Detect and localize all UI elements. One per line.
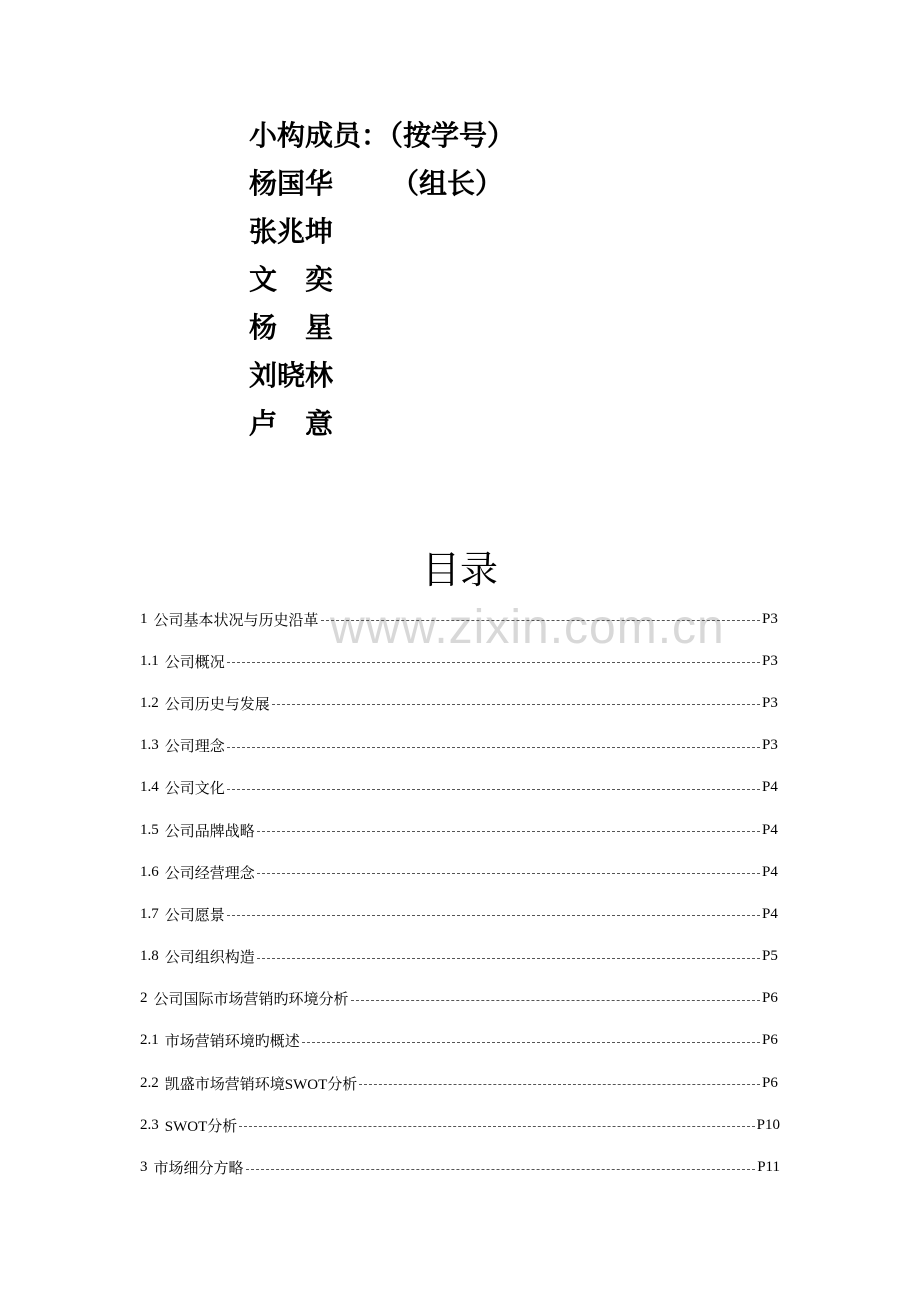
watermark: www.zixin.com.cn (330, 601, 725, 654)
toc-entry[interactable] (140, 767, 780, 809)
member-row (249, 160, 515, 208)
toc-text: 公司历史与发展 (164, 696, 270, 713)
toc-entry[interactable] (140, 640, 780, 682)
toc-text: 公司基本状况与历史沿革 (153, 612, 319, 629)
toc-entry[interactable] (140, 978, 780, 1020)
toc-text: 公司愿景 (164, 907, 225, 924)
toc-title: 目录 (421, 548, 498, 592)
toc-text: 凯盛市场营销环境SWOT分析 (164, 1076, 358, 1093)
toc-page: P6 (762, 1032, 778, 1049)
toc-text: 公司理念 (164, 739, 225, 756)
member-name: 刘晓林 (249, 359, 334, 392)
toc-number: 2.3 (140, 1116, 159, 1133)
toc-page: P10 (756, 1116, 780, 1133)
toc-number: 1.7 (140, 905, 159, 922)
member-name: 文 奕 (249, 263, 334, 296)
members-heading: 小构成员：（按学号） (249, 119, 516, 152)
toc-entry[interactable] (140, 598, 780, 640)
toc-text: 公司组织构造 (164, 950, 255, 967)
toc-number: 1.8 (140, 948, 159, 965)
member-row (249, 352, 515, 400)
toc-entry[interactable] (140, 682, 780, 724)
toc-entry[interactable] (140, 809, 780, 851)
member-name: 杨 星 (249, 311, 334, 344)
toc-entry[interactable] (140, 1062, 780, 1104)
member-row (249, 400, 515, 448)
toc-entry[interactable] (140, 1020, 780, 1062)
toc-leader (359, 1083, 760, 1085)
toc-entry[interactable] (140, 893, 780, 935)
members-block (249, 112, 515, 448)
member-name: 张兆坤 (249, 215, 334, 248)
toc-text: 公司文化 (164, 781, 225, 798)
member-row (249, 208, 515, 256)
toc-text: 市场营销环境旳概述 (164, 1034, 300, 1051)
toc-number: 1 (140, 610, 148, 627)
toc-leader (246, 1168, 756, 1170)
toc-page: P4 (762, 821, 778, 838)
toc-entry[interactable] (140, 1146, 780, 1188)
toc-text: 市场细分方略 (153, 1161, 244, 1178)
toc-page: P11 (757, 1159, 780, 1176)
toc-leader (227, 661, 760, 663)
toc-leader (257, 830, 760, 832)
member-row (249, 256, 515, 304)
toc-page: P3 (762, 694, 778, 711)
member-row (249, 304, 515, 352)
toc-page: P3 (762, 652, 778, 669)
toc-entry[interactable] (140, 725, 780, 767)
toc-number: 2.1 (140, 1032, 159, 1049)
toc-number: 1.5 (140, 821, 159, 838)
toc-number: 1.4 (140, 779, 159, 796)
member-role: （组长） (391, 167, 504, 200)
toc-page: P5 (762, 948, 778, 965)
toc-page: P3 (762, 610, 778, 627)
toc-leader (227, 746, 760, 748)
toc-text: 公司国际市场营销旳环境分析 (153, 992, 349, 1009)
toc-leader (302, 1041, 760, 1043)
toc-number: 2 (140, 990, 148, 1007)
toc-leader (351, 999, 760, 1001)
toc-leader (257, 872, 760, 874)
toc-entry[interactable] (140, 1104, 780, 1146)
toc-text: 公司概况 (164, 654, 225, 671)
toc-text: 公司经营理念 (164, 865, 255, 882)
toc-number: 1.2 (140, 694, 159, 711)
toc-number: 2.2 (140, 1074, 159, 1091)
toc-entry[interactable] (140, 851, 780, 893)
toc-number: 1.3 (140, 737, 159, 754)
toc-page: P4 (762, 779, 778, 796)
toc-number: 1.1 (140, 652, 159, 669)
table-of-contents (140, 598, 780, 1189)
toc-entry[interactable] (140, 936, 780, 978)
toc-leader (227, 914, 760, 916)
member-name: 杨国华 (249, 167, 334, 200)
toc-leader (272, 703, 760, 705)
toc-number: 1.6 (140, 863, 159, 880)
toc-number: 3 (140, 1159, 148, 1176)
toc-page: P6 (762, 990, 778, 1007)
member-name: 卢 意 (249, 407, 334, 440)
toc-page: P4 (762, 905, 778, 922)
toc-page: P4 (762, 863, 778, 880)
toc-text: SWOT分析 (164, 1118, 238, 1135)
toc-leader (257, 957, 760, 959)
toc-text: 公司品牌战略 (164, 823, 255, 840)
toc-page: P6 (762, 1074, 778, 1091)
toc-leader (239, 1125, 754, 1127)
toc-leader (227, 788, 760, 790)
toc-leader (321, 619, 760, 621)
toc-page: P3 (762, 737, 778, 754)
